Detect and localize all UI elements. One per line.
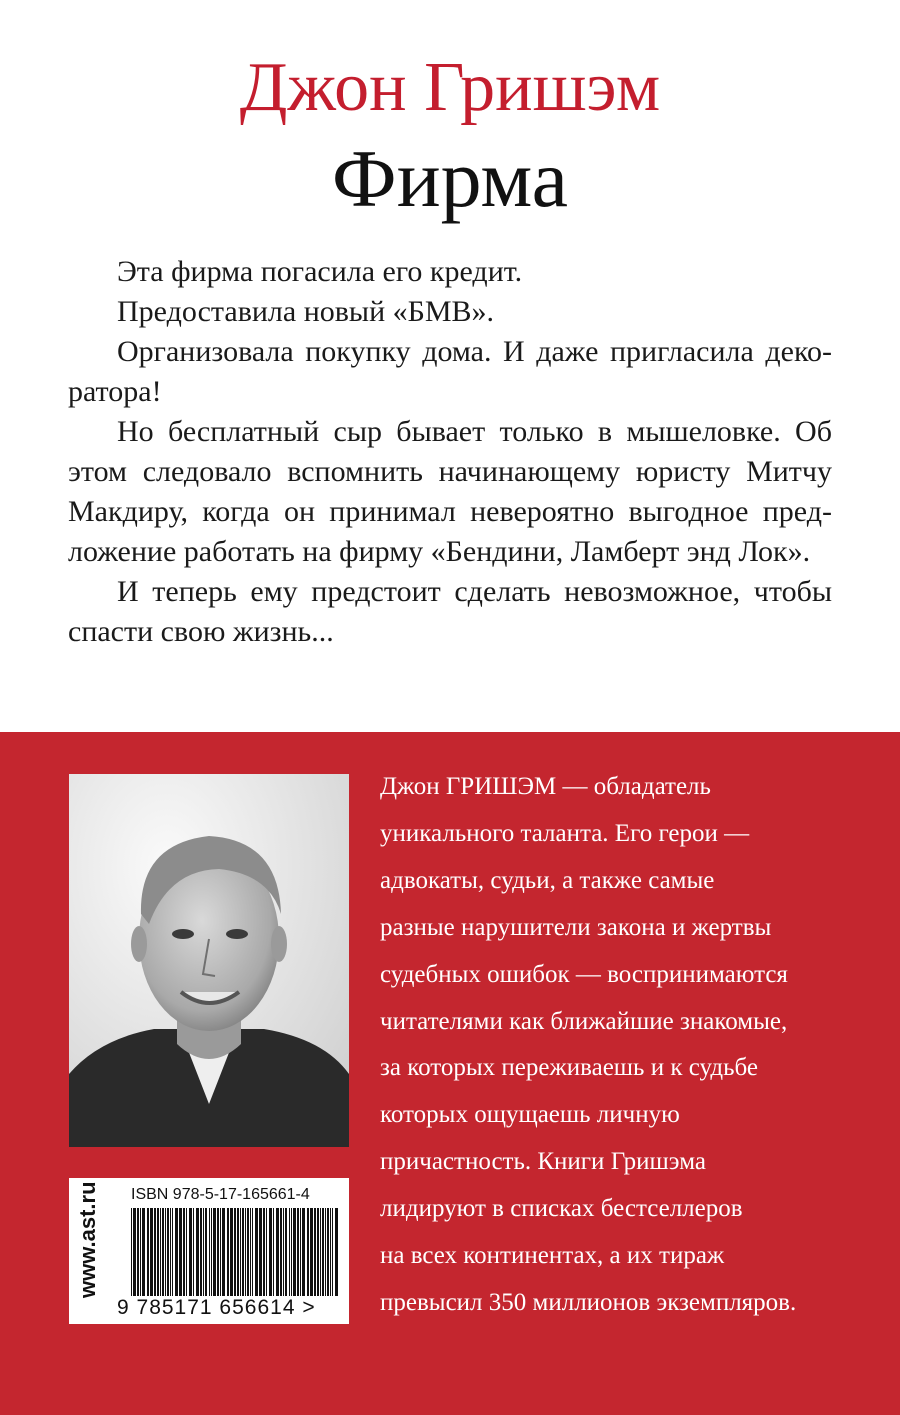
barcode-bar — [289, 1208, 290, 1296]
barcode-bar — [297, 1208, 299, 1296]
blurb-text — [68, 252, 832, 652]
author-bio-text — [380, 764, 850, 1327]
barcode-bar — [140, 1208, 141, 1296]
isbn-label: ISBN 978-5-17-165661-4 — [131, 1186, 310, 1203]
barcode-block — [69, 1178, 349, 1324]
barcode-bar — [213, 1208, 216, 1296]
barcode-bar — [259, 1208, 262, 1296]
bio-line: за которых переживаешь и к судьбе — [380, 1054, 759, 1082]
author-name: Джон Гришэм — [239, 49, 661, 126]
barcode-bars — [131, 1208, 343, 1296]
book-title: Фирма — [331, 133, 569, 224]
barcode-bar — [193, 1208, 194, 1296]
barcode-bar — [310, 1208, 313, 1296]
barcode-bar — [250, 1208, 251, 1296]
barcode-bar — [234, 1208, 236, 1296]
barcode-bar — [172, 1208, 173, 1296]
bio-line: лидируют в списках бестселлеров — [380, 1195, 743, 1223]
barcode-bar — [170, 1208, 171, 1296]
barcode-bar — [302, 1208, 305, 1296]
barcode-bar — [230, 1208, 233, 1296]
barcode-bar — [273, 1208, 274, 1296]
barcode-bar — [266, 1208, 267, 1296]
blurb-paragraph: Эта фирма погасила его кредит. — [117, 255, 523, 288]
barcode-bar — [167, 1208, 169, 1296]
barcode-bar — [183, 1208, 185, 1296]
barcode-bar — [252, 1208, 253, 1296]
barcode-bar — [300, 1208, 301, 1296]
barcode-bar — [150, 1208, 153, 1296]
barcode-bar — [131, 1208, 132, 1296]
barcode-bar — [280, 1208, 282, 1296]
barcode-digits: 9 785171 656614 > — [117, 1296, 316, 1319]
bio-line: превысил 350 миллионов экземпляров. — [380, 1288, 797, 1316]
barcode-bar — [245, 1208, 246, 1296]
barcode-bar — [227, 1208, 229, 1296]
barcode-bar — [189, 1208, 192, 1296]
barcode-bar — [196, 1208, 199, 1296]
author-bio-panel — [0, 732, 900, 1415]
barcode-bar — [247, 1208, 249, 1296]
barcode-bar — [276, 1208, 279, 1296]
barcode-bar — [217, 1208, 219, 1296]
barcode-bar — [222, 1208, 225, 1296]
bio-line: которых ощущаешь личную — [380, 1101, 680, 1129]
barcode-bar — [220, 1208, 221, 1296]
barcode-bar — [314, 1208, 316, 1296]
barcode-bar — [160, 1208, 161, 1296]
barcode-bar — [307, 1208, 309, 1296]
barcode-bar — [237, 1208, 239, 1296]
bio-line: судебных ошибок — воспринимаются — [380, 960, 788, 988]
barcode-bar — [142, 1208, 145, 1296]
bio-line: Джон ГРИШЭМ — обладатель — [380, 773, 711, 800]
author-portrait-image — [69, 774, 349, 1147]
barcode-bar — [317, 1208, 319, 1296]
blurb-paragraph: И теперь ему предстоит сделать невозможное, чтобы спасти свою жизнь... — [68, 575, 832, 648]
barcode-bar — [330, 1208, 331, 1296]
barcode-bar — [205, 1208, 207, 1296]
bio-line: разные нарушители закона и жертвы — [380, 913, 772, 941]
barcode-bar — [186, 1208, 187, 1296]
barcode-bar — [209, 1208, 210, 1296]
bio-line: уникального таланта. Его герои — — [380, 819, 750, 847]
bio-line: адвокаты, судьи, а также самые — [380, 866, 715, 894]
barcode-bar — [179, 1208, 182, 1296]
barcode-bar — [325, 1208, 326, 1296]
barcode-bar — [242, 1208, 244, 1296]
barcode-bar — [175, 1208, 178, 1296]
barcode-bar — [162, 1208, 164, 1296]
blurb-paragraph: Но бесплатный сыр бывает только в мышеловке. Об этом следовало вспомнить начинающему юристу Митчу Макдиру, когда он принимал невероятно выгодное предложение работать на фирму «Бендини, Ламберт энд Лок». — [68, 415, 832, 568]
barcode-bar — [332, 1208, 333, 1296]
barcode-bar — [200, 1208, 202, 1296]
blurb-paragraph: Предоставила новый «БМВ». — [117, 295, 495, 328]
barcode-bar — [133, 1208, 136, 1296]
barcode-bar — [335, 1208, 338, 1296]
bio-line: читателями как ближайшие знакомые, — [380, 1007, 788, 1035]
blurb-paragraph: Организовала покупку дома. И даже пригласила декоратора! — [68, 335, 832, 408]
publisher-website: www.ast.ru — [75, 1181, 100, 1298]
author-photo — [69, 774, 349, 1147]
bio-line: на всех континентах, а их тираж — [380, 1242, 725, 1270]
barcode-bar — [285, 1208, 287, 1296]
barcode-bar — [293, 1208, 296, 1296]
barcode-bar — [165, 1208, 166, 1296]
barcode-bar — [322, 1208, 324, 1296]
bio-line: причастность. Книги Гришэма — [380, 1148, 706, 1176]
barcode-bar — [211, 1208, 212, 1296]
barcode-bar — [269, 1208, 272, 1296]
barcode-bar — [147, 1208, 149, 1296]
barcode-bar — [283, 1208, 284, 1296]
barcode-bar — [291, 1208, 292, 1296]
barcode-bar — [320, 1208, 321, 1296]
barcode-bar — [154, 1208, 156, 1296]
barcode-bar — [263, 1208, 265, 1296]
barcode-bar — [327, 1208, 329, 1296]
barcode-bar — [240, 1208, 241, 1296]
barcode-bar — [203, 1208, 204, 1296]
barcode-bar — [157, 1208, 159, 1296]
barcode-bar — [137, 1208, 139, 1296]
barcode-bar — [255, 1208, 258, 1296]
